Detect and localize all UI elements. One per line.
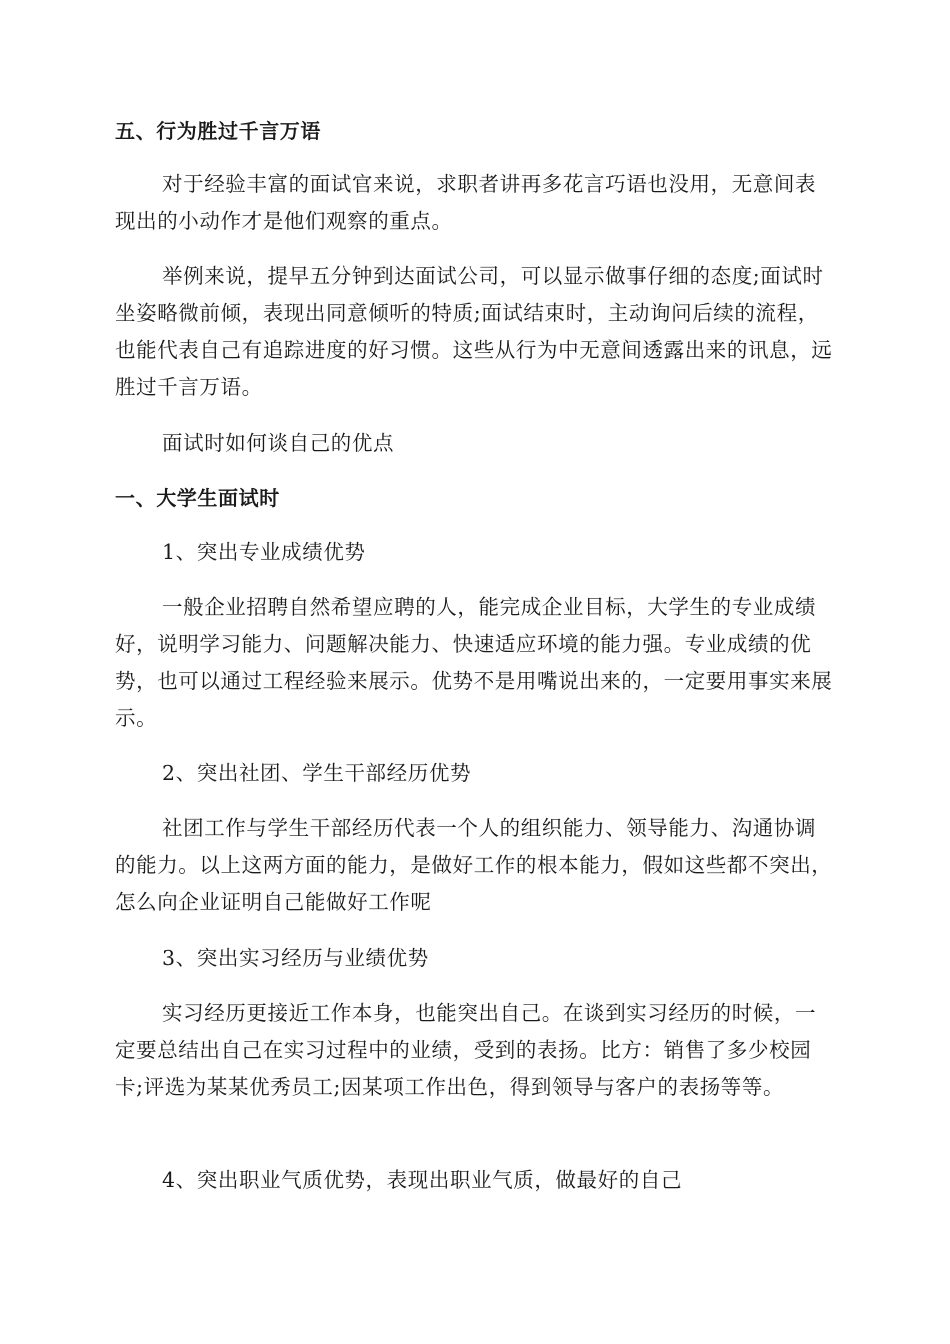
paragraph-observation: 对于经验丰富的面试官来说，求职者讲再多花言巧语也没用，无意间表现出的小动作才是他们观察的重点。 <box>115 172 817 233</box>
item-title-2: 2、突出社团、学生干部经历优势 <box>162 761 472 785</box>
section-heading-1: 一、大学生面试时 <box>115 486 280 510</box>
item-body-2: 社团工作与学生干部经历代表一个人的组织能力、领导能力、沟通协调的能力。以上这两方面的能力，是做好工作的根本能力，假如这些都不突出，怎么向企业证明自己能做好工作呢 <box>115 816 833 914</box>
item-body-1: 一般企业招聘自然希望应聘的人，能完成企业目标，大学生的专业成绩好，说明学习能力、问题解决能力、快速适应环境的能力强。专业成绩的优势，也可以通过工程经验来展示。优势不是用嘴说出来的，一定要用事实来展示。 <box>115 595 833 730</box>
item-title-3: 3、突出实习经历与业绩优势 <box>162 946 429 970</box>
paragraph-example: 举例来说，提早五分钟到达面试公司，可以显示做事仔细的态度;面试时坐姿略微前倾，表现出同意倾听的特质;面试结束时，主动询问后续的流程，也能代表自己有追踪进度的好习惯。这些从行为中无意间透露出来的讯息，远胜过千言万语。 <box>115 264 833 399</box>
item-title-1: 1、突出专业成绩优势 <box>162 540 366 564</box>
subtitle-strengths: 面试时如何谈自己的优点 <box>162 431 395 455</box>
item-title-4: 4、突出职业气质优势，表现出职业气质，做最好的自己 <box>162 1168 683 1192</box>
item-body-3: 实习经历更接近工作本身，也能突出自己。在谈到实习经历的时候，一定要总结出自己在实习过程中的业绩，受到的表扬。比方：销售了多少校园卡;评选为某某优秀员工;因某项工作出色，得到领导与客户的表扬等等。 <box>115 1001 817 1099</box>
section-heading-5: 五、行为胜过千言万语 <box>115 119 321 143</box>
